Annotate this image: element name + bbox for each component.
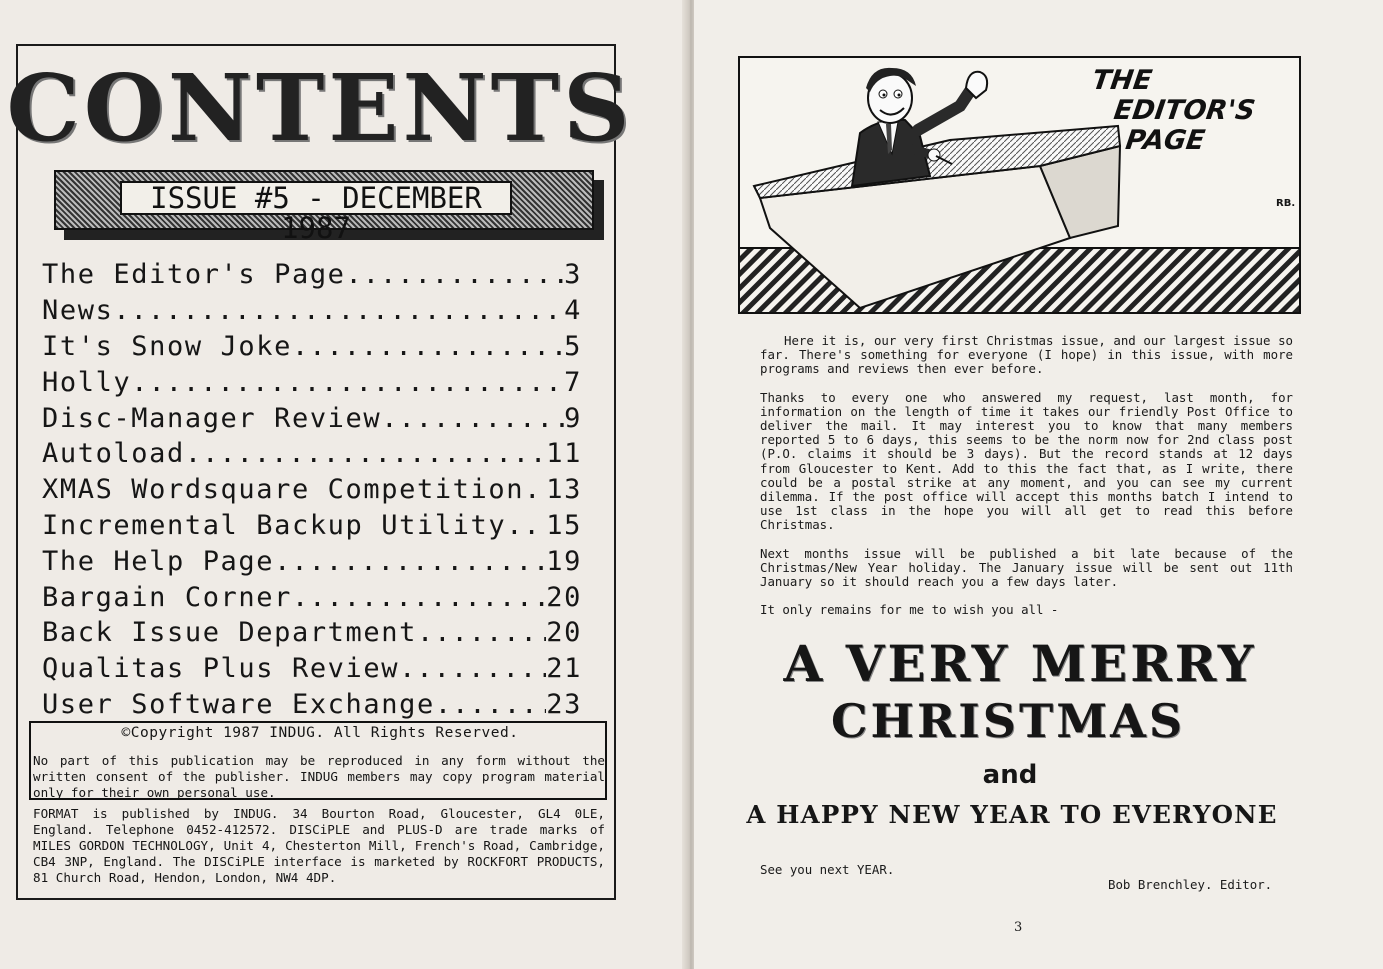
- toc-title: Back Issue Department: [42, 617, 417, 649]
- toc-leader-dots: [292, 331, 564, 362]
- editor-letter: [760, 334, 1293, 631]
- issue-label: ISSUE #5 - DECEMBER 1987: [120, 181, 512, 215]
- toc-page-number: 9: [564, 402, 582, 434]
- toc-page-number: 11: [546, 438, 582, 470]
- toc-item-qualitas-plus-review[interactable]: [42, 651, 582, 687]
- toc-title: XMAS Wordsquare Competition: [42, 474, 525, 506]
- toc-item-bargain-corner[interactable]: [42, 579, 582, 615]
- toc-title: News: [42, 295, 114, 327]
- toc-item-wordsquare-competition[interactable]: [42, 472, 582, 508]
- toc-leader-dots: [506, 510, 546, 541]
- toc-leader-dots: [113, 295, 564, 326]
- greeting-merry: A VERY MERRY: [783, 634, 1257, 693]
- toc-leader-dots: [185, 438, 546, 469]
- editor-signoff: Bob Brenchley. Editor.: [1108, 877, 1273, 892]
- toc-item-holly[interactable]: [42, 364, 582, 400]
- toc-item-help-page[interactable]: [42, 543, 582, 579]
- toc-item-snow-joke[interactable]: [42, 329, 582, 365]
- copyright-notice: No part of this publication may be reproduced in any form without the written consent of the publisher. INDUG members may copy program material only for their own personal use.: [33, 753, 605, 800]
- toc-leader-dots: [292, 582, 546, 613]
- heading-line: PAGE: [1123, 125, 1207, 156]
- table-of-contents: [42, 257, 582, 722]
- toc-title: User Software Exchange: [42, 688, 435, 720]
- toc-item-autoload[interactable]: [42, 436, 582, 472]
- toc-leader-dots: [131, 367, 564, 398]
- contents-title: CONTENTS: [6, 54, 634, 162]
- toc-title: Disc-Manager Review: [42, 402, 382, 434]
- toc-item-news[interactable]: [42, 293, 582, 329]
- letter-paragraph: Next months issue will be published a bit late because of the Christmas/New Year holiday. The January issue will be sent out 11th January so it should reach you a few days later.: [760, 545, 1293, 590]
- toc-leader-dots: [346, 259, 565, 290]
- toc-leader-dots: [399, 653, 546, 684]
- toc-leader-dots: [524, 474, 546, 505]
- toc-page-number: 15: [546, 509, 582, 541]
- artist-signature: RB.: [1276, 198, 1296, 209]
- toc-title: Autoload: [42, 438, 185, 470]
- toc-page-number: 4: [564, 295, 582, 327]
- toc-leader-dots: [417, 617, 546, 648]
- toc-page-number: 20: [546, 581, 582, 613]
- toc-page-number: 5: [564, 330, 582, 362]
- toc-page-number: 3: [564, 259, 582, 291]
- greeting-christmas: CHRISTMAS: [830, 694, 1186, 748]
- greeting-new-year: A HAPPY NEW YEAR TO EVERYONE: [746, 800, 1278, 829]
- letter-paragraph: Here it is, our very first Christmas issue, and our largest issue so far. There's something for everyone (I hope) in this issue, with more programs and reviews then ever before.: [760, 333, 1293, 377]
- toc-title: The Editor's Page: [42, 259, 346, 291]
- toc-title: The Help Page: [42, 545, 275, 577]
- toc-leader-dots: [274, 546, 546, 577]
- greeting-and: and: [982, 760, 1038, 790]
- page-number: 3: [1014, 920, 1023, 935]
- toc-page-number: 21: [546, 653, 582, 685]
- toc-page-number: 19: [546, 545, 582, 577]
- toc-page-number: 7: [564, 366, 582, 398]
- toc-title: Holly: [42, 366, 132, 398]
- toc-page-number: 13: [546, 474, 582, 506]
- toc-item-software-exchange[interactable]: [42, 687, 582, 723]
- letter-paragraph: It only remains for me to wish you all -: [760, 602, 1059, 618]
- toc-title: Incremental Backup Utility: [42, 509, 507, 541]
- copyright-line: ©Copyright 1987 INDUG. All Rights Reserved.: [121, 725, 519, 741]
- toc-title: It's Snow Joke: [42, 330, 292, 362]
- toc-title: Bargain Corner: [42, 581, 292, 613]
- toc-leader-dots: [381, 403, 564, 434]
- toc-page-number: 23: [546, 688, 582, 720]
- toc-item-backup-utility[interactable]: [42, 508, 582, 544]
- toc-leader-dots: [435, 689, 546, 720]
- see-you-line: See you next YEAR.: [760, 862, 895, 877]
- publisher-notice: FORMAT is published by INDUG. 34 Bourton Road, Gloucester, GL4 0LE, England. Telephone 0452-412572. DISCiPLE and PLUS-D are trade marks of MILES GORDON TECHNOLOGY, Unit 4, Chesterton Mill, French's Road, Cambridge, CB4 3NP, England. The DISCiPLE interface is marketed by ROCKFORT PRODUCTS, 81 Church Road, Hendon, London, NW4 4DP.: [33, 806, 605, 885]
- toc-page-number: 20: [546, 617, 582, 649]
- toc-item-disc-manager-review[interactable]: [42, 400, 582, 436]
- letter-paragraph: Thanks to every one who answered my request, last month, for information on the length of time it takes our friendly Post Office to deliver the mail. It may interest you to know that many members reported 5 to 6 days, this seems to be the norm now for 2nd class post (P.O. claims it should be 3 days). But the record stands at 12 days from Gloucester to Kent. Add to this the fact that, as I write, there could be a postal strike at any moment, and you can see my current dilemma. If the post office will accept this months batch I intend to use 1st class in the hope you will all get to read this before Christmas.: [760, 389, 1293, 533]
- toc-title: Qualitas Plus Review: [42, 653, 400, 685]
- heading-line: EDITOR'S: [1111, 95, 1258, 126]
- toc-item-back-issue-department[interactable]: [42, 615, 582, 651]
- editors-page-heading: [1082, 66, 1265, 156]
- toc-item-editors-page[interactable]: [42, 257, 582, 293]
- heading-line: THE: [1090, 65, 1154, 96]
